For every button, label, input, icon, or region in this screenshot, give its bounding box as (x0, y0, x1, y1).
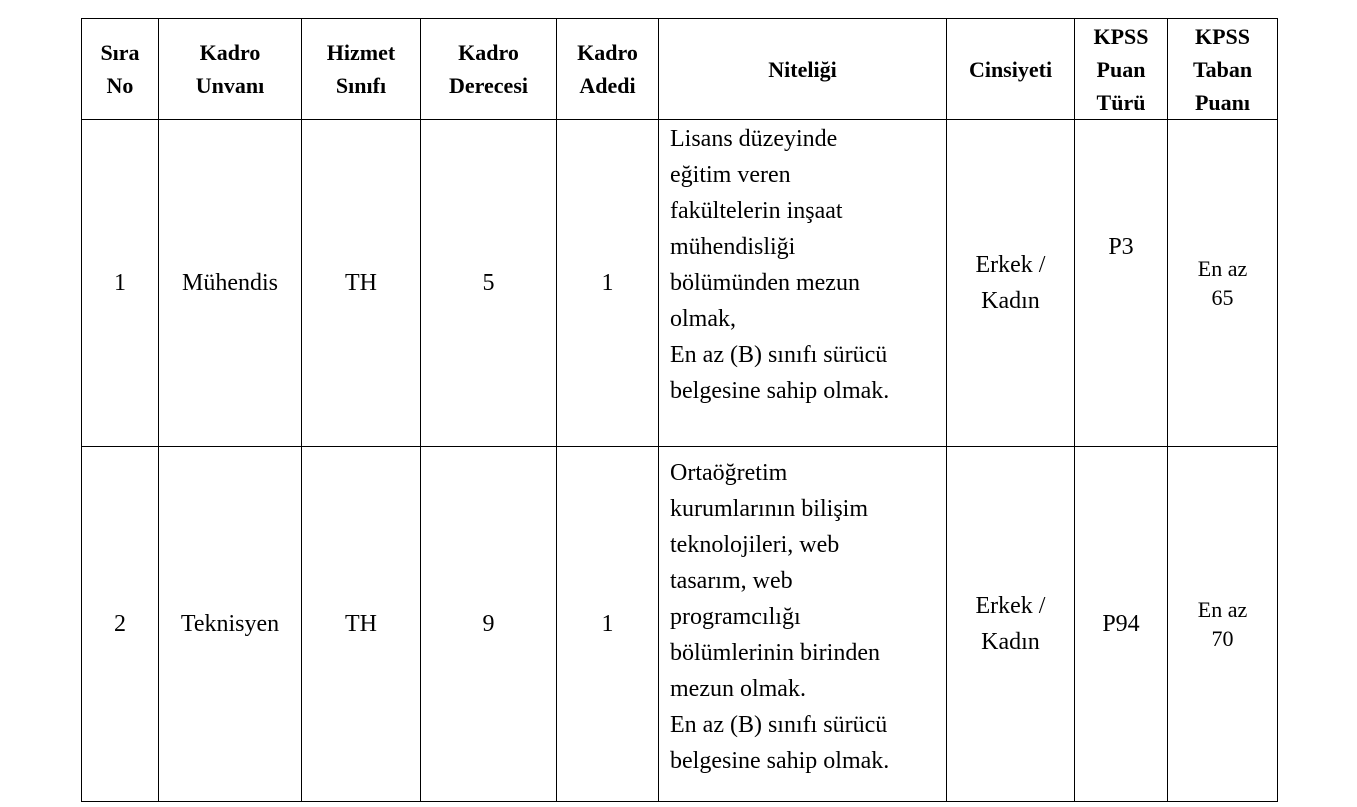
cell-kadro-adedi: 1 (557, 120, 659, 447)
cell-cinsiyeti: Erkek / Kadın (947, 447, 1075, 802)
table-row (82, 120, 1278, 447)
cell-kadro-unvani: Mühendis (159, 120, 302, 447)
header-niteligi: Niteliği (659, 19, 947, 120)
cell-taban-puani: En az 65 (1168, 120, 1278, 447)
cell-niteligi: Lisans düzeyinde eğitim veren fakültelerin inşaat mühendisliği bölümünden mezun olmak, En az (B) sınıfı sürücü belgesine sahip olmak. (659, 120, 947, 447)
kadro-table (81, 18, 1278, 802)
cell-kadro-derecesi: 9 (421, 447, 557, 802)
cell-niteligi: Ortaöğretim kurumlarının bilişim teknolojileri, web tasarım, web programcılığı bölümlerinin birinden mezun olmak. En az (B) sınıfı sürücü belgesine sahip olmak. (659, 447, 947, 802)
cell-taban-puani: En az 70 (1168, 447, 1278, 802)
header-kpss-puan-turu: KPSS Puan Türü (1075, 19, 1168, 120)
header-kadro-adedi: Kadro Adedi (557, 19, 659, 120)
cell-cinsiyeti: Erkek / Kadın (947, 120, 1075, 447)
cell-kadro-derecesi: 5 (421, 120, 557, 447)
cell-puan-turu: P94 (1075, 447, 1168, 802)
cell-kadro-unvani: Teknisyen (159, 447, 302, 802)
header-kadro-derecesi: Kadro Derecesi (421, 19, 557, 120)
cell-puan-turu: P3 (1075, 120, 1168, 447)
cell-hizmet-sinifi: TH (302, 447, 421, 802)
header-sira-no: Sıra No (82, 19, 159, 120)
table-header-row (82, 19, 1278, 120)
cell-sira-no: 1 (82, 120, 159, 447)
table-row (82, 447, 1278, 802)
header-hizmet-sinifi: Hizmet Sınıfı (302, 19, 421, 120)
cell-sira-no: 2 (82, 447, 159, 802)
cell-kadro-adedi: 1 (557, 447, 659, 802)
header-kpss-taban-puani: KPSS Taban Puanı (1168, 19, 1278, 120)
header-cinsiyeti: Cinsiyeti (947, 19, 1075, 120)
header-kadro-unvani: Kadro Unvanı (159, 19, 302, 120)
cell-hizmet-sinifi: TH (302, 120, 421, 447)
